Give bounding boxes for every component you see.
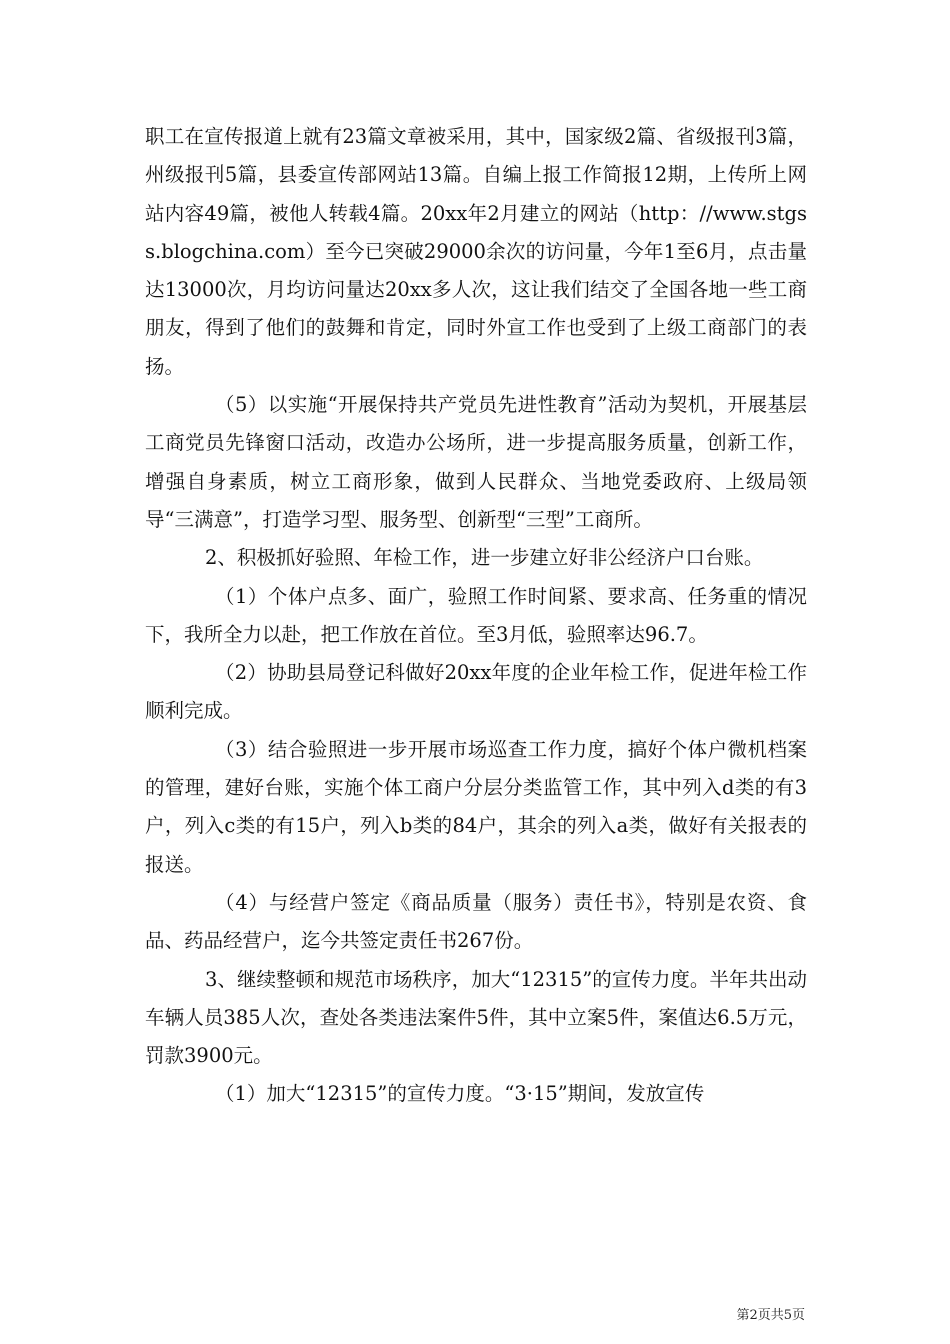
paragraph-publicity-results: 职工在宣传报道上就有23篇文章被采用，其中，国家级2篇、省级报刊3篇，州级报刊5篇，县委宣传部网站13篇。自编上报工作简报12期，上传所上网站内容49篇，被他人转载4篇。20xx年2月建立的网站（http：//www.stgss.blogchina.com）至今已突破29000余次的访问量，今年1至6月，点击量达13000次，月均访问量达20xx多人次，这让我们结交了全国各地一些工商朋友，得到了他们的鼓舞和肯定，同时外宣工作也受到了上级工商部门的表扬。 (145, 125, 807, 378)
document-body (145, 118, 807, 1114)
paragraph-item-2: （2）协助县局登记科做好20xx年度的企业年检工作，促进年检工作顺利完成。 (145, 661, 807, 723)
paragraph-section-3-item-1: （1）加大“12315”的宣传力度。“3·15”期间，发放宣传 (215, 1082, 705, 1106)
page-number: 第2页共5页 (736, 1308, 805, 1323)
paragraph-item-3: （3）结合验照进一步开展市场巡查工作力度，搞好个体户微机档案的管理，建好台账，实施个体工商户分层分类监管工作，其中列入d类的有3户，列入c类的有15户，列入b类的84户，其余的列入a类，做好有关报表的报送。 (145, 737, 807, 876)
paragraph-item-5: （5）以实施“开展保持共产党员先进性教育”活动为契机，开展基层工商党员先锋窗口活动，改造办公场所，进一步提高服务质量，创新工作，增强自身素质，树立工商形象，做到人民群众、当地党委政府、上级局领导“三满意”，打造学习型、服务型、创新型“三型”工商所。 (145, 393, 807, 531)
paragraph-item-1: （1）个体户点多、面广，验照工作时间紧、要求高、任务重的情况下，我所全力以赴，把工作放在首位。至3月低，验照率达96.7。 (145, 584, 807, 646)
paragraph-item-4: （4）与经营户签定《商品质量（服务）责任书》，特别是农资、食品、药品经营户，迄今共签定责任书267份。 (145, 890, 807, 953)
paragraph-section-2: 2、积极抓好验照、年检工作，进一步建立好非公经济户口台账。 (205, 546, 764, 570)
paragraph-section-3: 3、继续整顿和规范市场秩序，加大“12315”的宣传力度。半年共出动车辆人员385人次，查处各类违法案件5件，其中立案5件，案值达6.5万元，罚款3900元。 (145, 967, 807, 1068)
